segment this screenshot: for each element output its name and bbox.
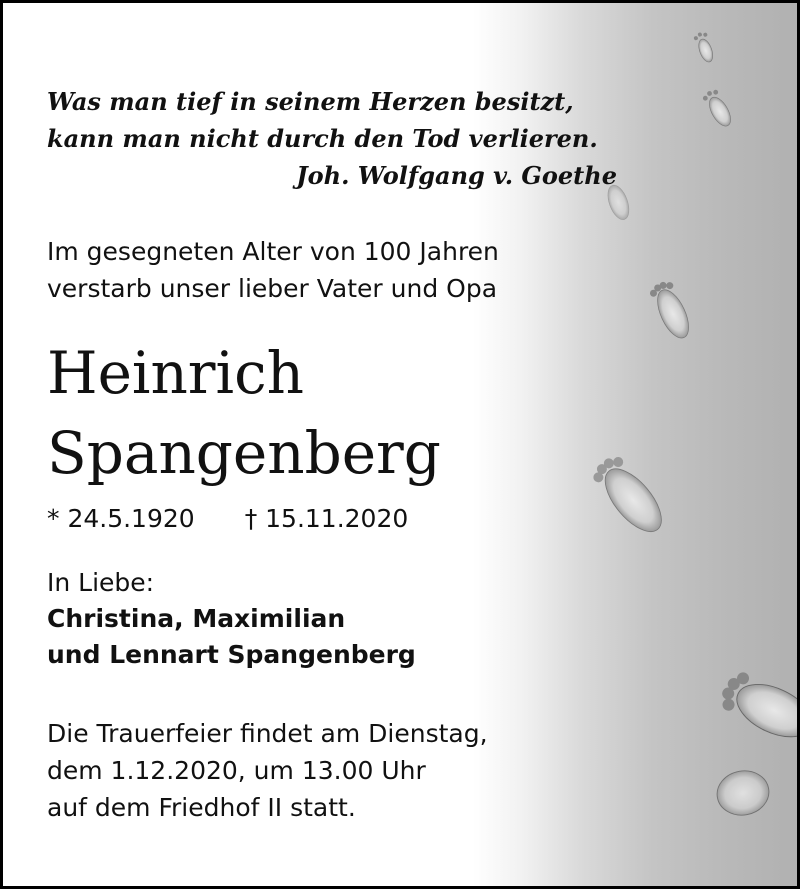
quote-author: Joh. Wolfgang v. Goethe bbox=[296, 161, 617, 190]
first-name: Heinrich bbox=[47, 339, 304, 407]
birth-date: * 24.5.1920 bbox=[47, 504, 195, 533]
quote-line-1: Was man tief in seinem Herzen besitzt, bbox=[47, 87, 574, 116]
intro-text bbox=[47, 233, 499, 307]
funeral-line-1: Die Trauerfeier findet am Dienstag, bbox=[47, 719, 488, 748]
goethe-quote bbox=[47, 83, 617, 194]
mourners-heading: In Liebe: bbox=[47, 568, 155, 597]
notice-content bbox=[3, 3, 800, 889]
death-date: † 15.11.2020 bbox=[244, 504, 409, 533]
funeral-line-3: auf dem Friedhof II statt. bbox=[47, 793, 356, 822]
mourners-line-2: und Lennart Spangenberg bbox=[47, 640, 416, 669]
funeral-line-2: dem 1.12.2020, um 13.00 Uhr bbox=[47, 756, 426, 785]
quote-line-2: kann man nicht durch den Tod verlieren. bbox=[47, 124, 598, 153]
intro-line-1: Im gesegneten Alter von 100 Jahren bbox=[47, 237, 499, 266]
mourners-block bbox=[47, 565, 416, 673]
mourners-line-1: Christina, Maximilian bbox=[47, 604, 346, 633]
deceased-name bbox=[47, 333, 441, 493]
intro-line-2: verstarb unser lieber Vater und Opa bbox=[47, 274, 498, 303]
life-dates bbox=[47, 503, 408, 535]
last-name: Spangenberg bbox=[47, 419, 441, 487]
funeral-info bbox=[47, 715, 488, 826]
